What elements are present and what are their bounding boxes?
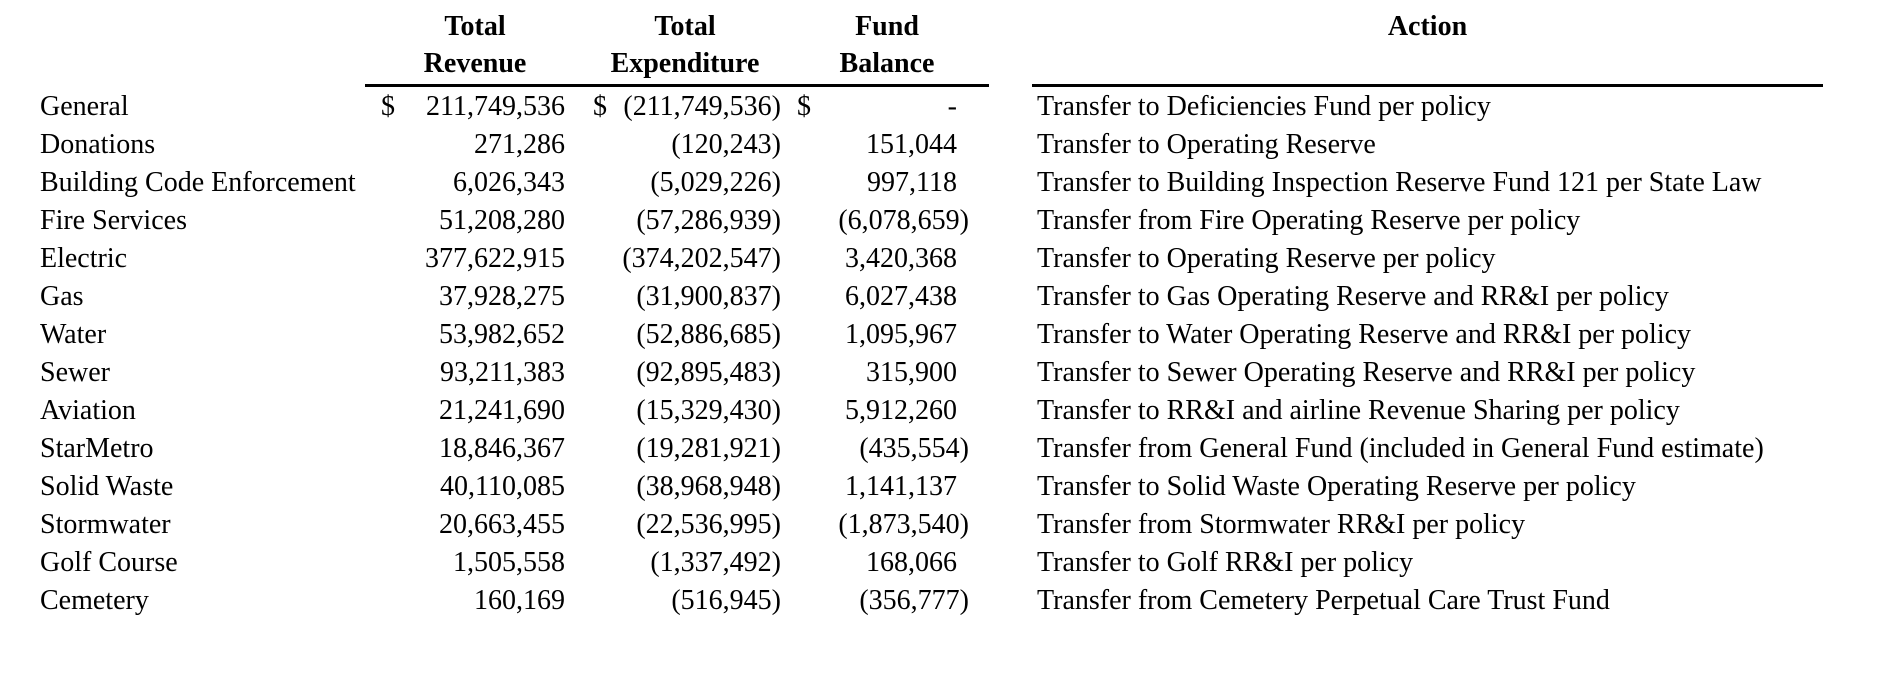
- fund-name-cell: Gas: [40, 281, 84, 312]
- expenditure-value: (92,895,483): [636, 357, 781, 388]
- fund-name-cell: Water: [40, 319, 107, 350]
- action-cell: Transfer to RR&I and airline Revenue Sharing per policy: [1037, 395, 1680, 426]
- total-revenue-cell: [365, 506, 585, 544]
- revenue-value: 93,211,383: [440, 357, 565, 388]
- balance-value: 1,141,137: [845, 471, 957, 502]
- total-revenue-cell: [365, 354, 585, 392]
- revenue-value: 51,208,280: [439, 205, 565, 236]
- balance-value: 315,900: [866, 357, 957, 388]
- total-expenditure-cell: [585, 202, 785, 240]
- total-revenue-cell: [365, 126, 585, 164]
- expenditure-value: (120,243): [671, 129, 781, 160]
- action-cell: Transfer from Cemetery Perpetual Care Trust Fund: [1037, 585, 1610, 616]
- revenue-value: 271,286: [474, 129, 565, 160]
- total-expenditure-cell: [585, 88, 785, 126]
- total-revenue-cell: [365, 88, 585, 126]
- column-gap-cell: [989, 316, 1032, 354]
- action-cell: Transfer to Deficiencies Fund per policy: [1037, 91, 1491, 122]
- balance-value: 6,027,438: [845, 281, 957, 312]
- expenditure-value: (38,968,948): [636, 471, 781, 502]
- table-row: [0, 354, 1891, 392]
- expenditure-value: (5,029,226): [650, 167, 781, 198]
- balance-value: (6,078,659): [838, 205, 969, 236]
- action-cell: Transfer from Fire Operating Reserve per policy: [1037, 205, 1581, 236]
- total-revenue-cell: [365, 278, 585, 316]
- table-row: [0, 392, 1891, 430]
- column-header-revenue-line2: Revenue: [423, 48, 527, 79]
- table-body: [0, 88, 1891, 620]
- total-expenditure-cell: [585, 506, 785, 544]
- fund-name-cell: Building Code Enforcement: [40, 167, 356, 198]
- table-row: [0, 88, 1891, 126]
- action-cell: Transfer to Golf RR&I per policy: [1037, 547, 1414, 578]
- column-gap-cell: [989, 430, 1032, 468]
- column-header-fund-line2: [40, 45, 365, 82]
- fund-name-cell: General: [40, 91, 129, 122]
- fund-name-cell: Donations: [40, 129, 156, 160]
- fund-name-cell: Stormwater: [40, 509, 171, 540]
- currency-symbol: $: [381, 91, 395, 122]
- column-header-fund-line1: [40, 8, 365, 45]
- fund-name-cell: Aviation: [40, 395, 136, 426]
- column-header-fund: [40, 8, 365, 82]
- column-header-balance-line1: Fund: [855, 11, 919, 42]
- total-revenue-cell: [365, 430, 585, 468]
- action-cell: Transfer to Operating Reserve per policy: [1037, 243, 1496, 274]
- revenue-value: 20,663,455: [439, 509, 565, 540]
- revenue-value: 37,928,275: [439, 281, 565, 312]
- table-row: [0, 316, 1891, 354]
- table-row: [0, 582, 1891, 620]
- table-row: [0, 164, 1891, 202]
- fund-balance-cell: [785, 354, 989, 392]
- fund-balance-cell: [785, 430, 989, 468]
- total-expenditure-cell: [585, 544, 785, 582]
- action-cell: Transfer to Gas Operating Reserve and RR&I per policy: [1037, 281, 1669, 312]
- column-header-action-line2: Action: [1387, 11, 1468, 42]
- expenditure-value: (57,286,939): [636, 205, 781, 236]
- table-row: [0, 430, 1891, 468]
- column-header-balance-line2: Balance: [839, 48, 935, 79]
- total-revenue-cell: [365, 544, 585, 582]
- expenditure-value: (15,329,430): [636, 395, 781, 426]
- action-cell: Transfer to Water Operating Reserve and RR&I per policy: [1037, 319, 1692, 350]
- fund-name-cell: Solid Waste: [40, 471, 174, 502]
- action-cell: Transfer from Stormwater RR&I per policy: [1037, 509, 1526, 540]
- total-revenue-cell: [365, 468, 585, 506]
- total-expenditure-cell: [585, 126, 785, 164]
- header-rule-action-column: [1032, 84, 1823, 87]
- total-expenditure-cell: [585, 316, 785, 354]
- column-gap-cell: [989, 202, 1032, 240]
- revenue-value: 21,241,690: [439, 395, 565, 426]
- fund-balance-cell: [785, 202, 989, 240]
- column-gap-cell: [989, 88, 1032, 126]
- fund-balance-cell: [785, 544, 989, 582]
- total-revenue-cell: [365, 202, 585, 240]
- total-revenue-cell: [365, 582, 585, 620]
- balance-value: (435,554): [859, 433, 969, 464]
- revenue-value: 160,169: [474, 585, 565, 616]
- expenditure-value: (374,202,547): [622, 243, 781, 274]
- fund-balance-cell: [785, 582, 989, 620]
- revenue-value: 18,846,367: [439, 433, 565, 464]
- header-rule-numeric-columns: [365, 84, 989, 87]
- table-row: [0, 506, 1891, 544]
- balance-value: 997,118: [867, 167, 957, 198]
- expenditure-value: (516,945): [671, 585, 781, 616]
- total-revenue-cell: [365, 392, 585, 430]
- column-gap-cell: [989, 544, 1032, 582]
- table-row: [0, 278, 1891, 316]
- table-row: [0, 468, 1891, 506]
- currency-symbol: $: [593, 91, 607, 122]
- balance-value: 1,095,967: [845, 319, 957, 350]
- column-header-total-revenue: [365, 8, 585, 82]
- currency-symbol: $: [797, 91, 811, 122]
- fund-balance-cell: [785, 392, 989, 430]
- column-gap-cell: [989, 240, 1032, 278]
- fund-balance-cell: [785, 164, 989, 202]
- fund-balance-cell: [785, 316, 989, 354]
- column-gap-cell: [989, 354, 1032, 392]
- total-expenditure-cell: [585, 468, 785, 506]
- action-cell: Transfer to Building Inspection Reserve Fund 121 per State Law: [1037, 167, 1762, 198]
- revenue-value: 377,622,915: [425, 243, 565, 274]
- column-header-fund-balance: [785, 8, 989, 82]
- revenue-value: 211,749,536: [426, 91, 565, 122]
- fund-name-cell: StarMetro: [40, 433, 154, 464]
- column-gap-cell: [989, 164, 1032, 202]
- balance-value: 5,912,260: [845, 395, 957, 426]
- column-header-expenditure-line2: Expenditure: [610, 48, 760, 79]
- total-revenue-cell: [365, 164, 585, 202]
- total-expenditure-cell: [585, 354, 785, 392]
- fund-name-cell: Golf Course: [40, 547, 178, 578]
- revenue-value: 40,110,085: [440, 471, 565, 502]
- expenditure-value: (52,886,685): [636, 319, 781, 350]
- expenditure-value: (19,281,921): [636, 433, 781, 464]
- total-expenditure-cell: [585, 240, 785, 278]
- expenditure-value: (1,337,492): [650, 547, 781, 578]
- revenue-value: 53,982,652: [439, 319, 565, 350]
- balance-value: 168,066: [866, 547, 957, 578]
- fund-balance-cell: [785, 240, 989, 278]
- total-expenditure-cell: [585, 430, 785, 468]
- column-header-action: [1032, 8, 1891, 82]
- fund-balance-cell: [785, 126, 989, 164]
- fund-name-cell: Sewer: [40, 357, 110, 388]
- balance-value: 151,044: [866, 129, 957, 160]
- fund-balance-cell: [785, 88, 989, 126]
- balance-value: (356,777): [859, 585, 969, 616]
- fund-name-cell: Fire Services: [40, 205, 187, 236]
- total-expenditure-cell: [585, 392, 785, 430]
- action-cell: Transfer to Solid Waste Operating Reserve per policy: [1037, 471, 1636, 502]
- fund-balance-cell: [785, 468, 989, 506]
- fund-balance-cell: [785, 278, 989, 316]
- balance-value: (1,873,540): [838, 509, 969, 540]
- expenditure-value: (22,536,995): [636, 509, 781, 540]
- column-gap-cell: [989, 582, 1032, 620]
- table-header-row: [0, 8, 1891, 82]
- expenditure-value: (211,749,536): [623, 91, 781, 122]
- fund-name-cell: Electric: [40, 243, 128, 274]
- total-revenue-cell: [365, 316, 585, 354]
- column-gap-cell: [989, 278, 1032, 316]
- table-row: [0, 544, 1891, 582]
- total-expenditure-cell: [585, 164, 785, 202]
- action-cell: Transfer to Sewer Operating Reserve and RR&I per policy: [1037, 357, 1696, 388]
- balance-value: 3,420,368: [845, 243, 957, 274]
- column-header-revenue-line1: Total: [444, 11, 506, 42]
- table-row: [0, 202, 1891, 240]
- total-revenue-cell: [365, 240, 585, 278]
- column-gap-cell: [989, 468, 1032, 506]
- fund-balance-cell: [785, 506, 989, 544]
- column-header-expenditure-line1: Total: [654, 11, 716, 42]
- column-gap-cell: [989, 392, 1032, 430]
- column-header-gap: [989, 8, 1032, 82]
- revenue-value: 1,505,558: [453, 547, 565, 578]
- action-cell: Transfer to Operating Reserve: [1037, 129, 1376, 160]
- fund-name-cell: Cemetery: [40, 585, 149, 616]
- column-gap-cell: [989, 126, 1032, 164]
- total-expenditure-cell: [585, 278, 785, 316]
- expenditure-value: (31,900,837): [636, 281, 781, 312]
- column-gap-cell: [989, 506, 1032, 544]
- revenue-value: 6,026,343: [453, 167, 565, 198]
- table-row: [0, 126, 1891, 164]
- column-header-total-expenditure: [585, 8, 785, 82]
- table-row: [0, 240, 1891, 278]
- action-cell: Transfer from General Fund (included in General Fund estimate): [1037, 433, 1764, 464]
- balance-value: -: [947, 91, 957, 122]
- total-expenditure-cell: [585, 582, 785, 620]
